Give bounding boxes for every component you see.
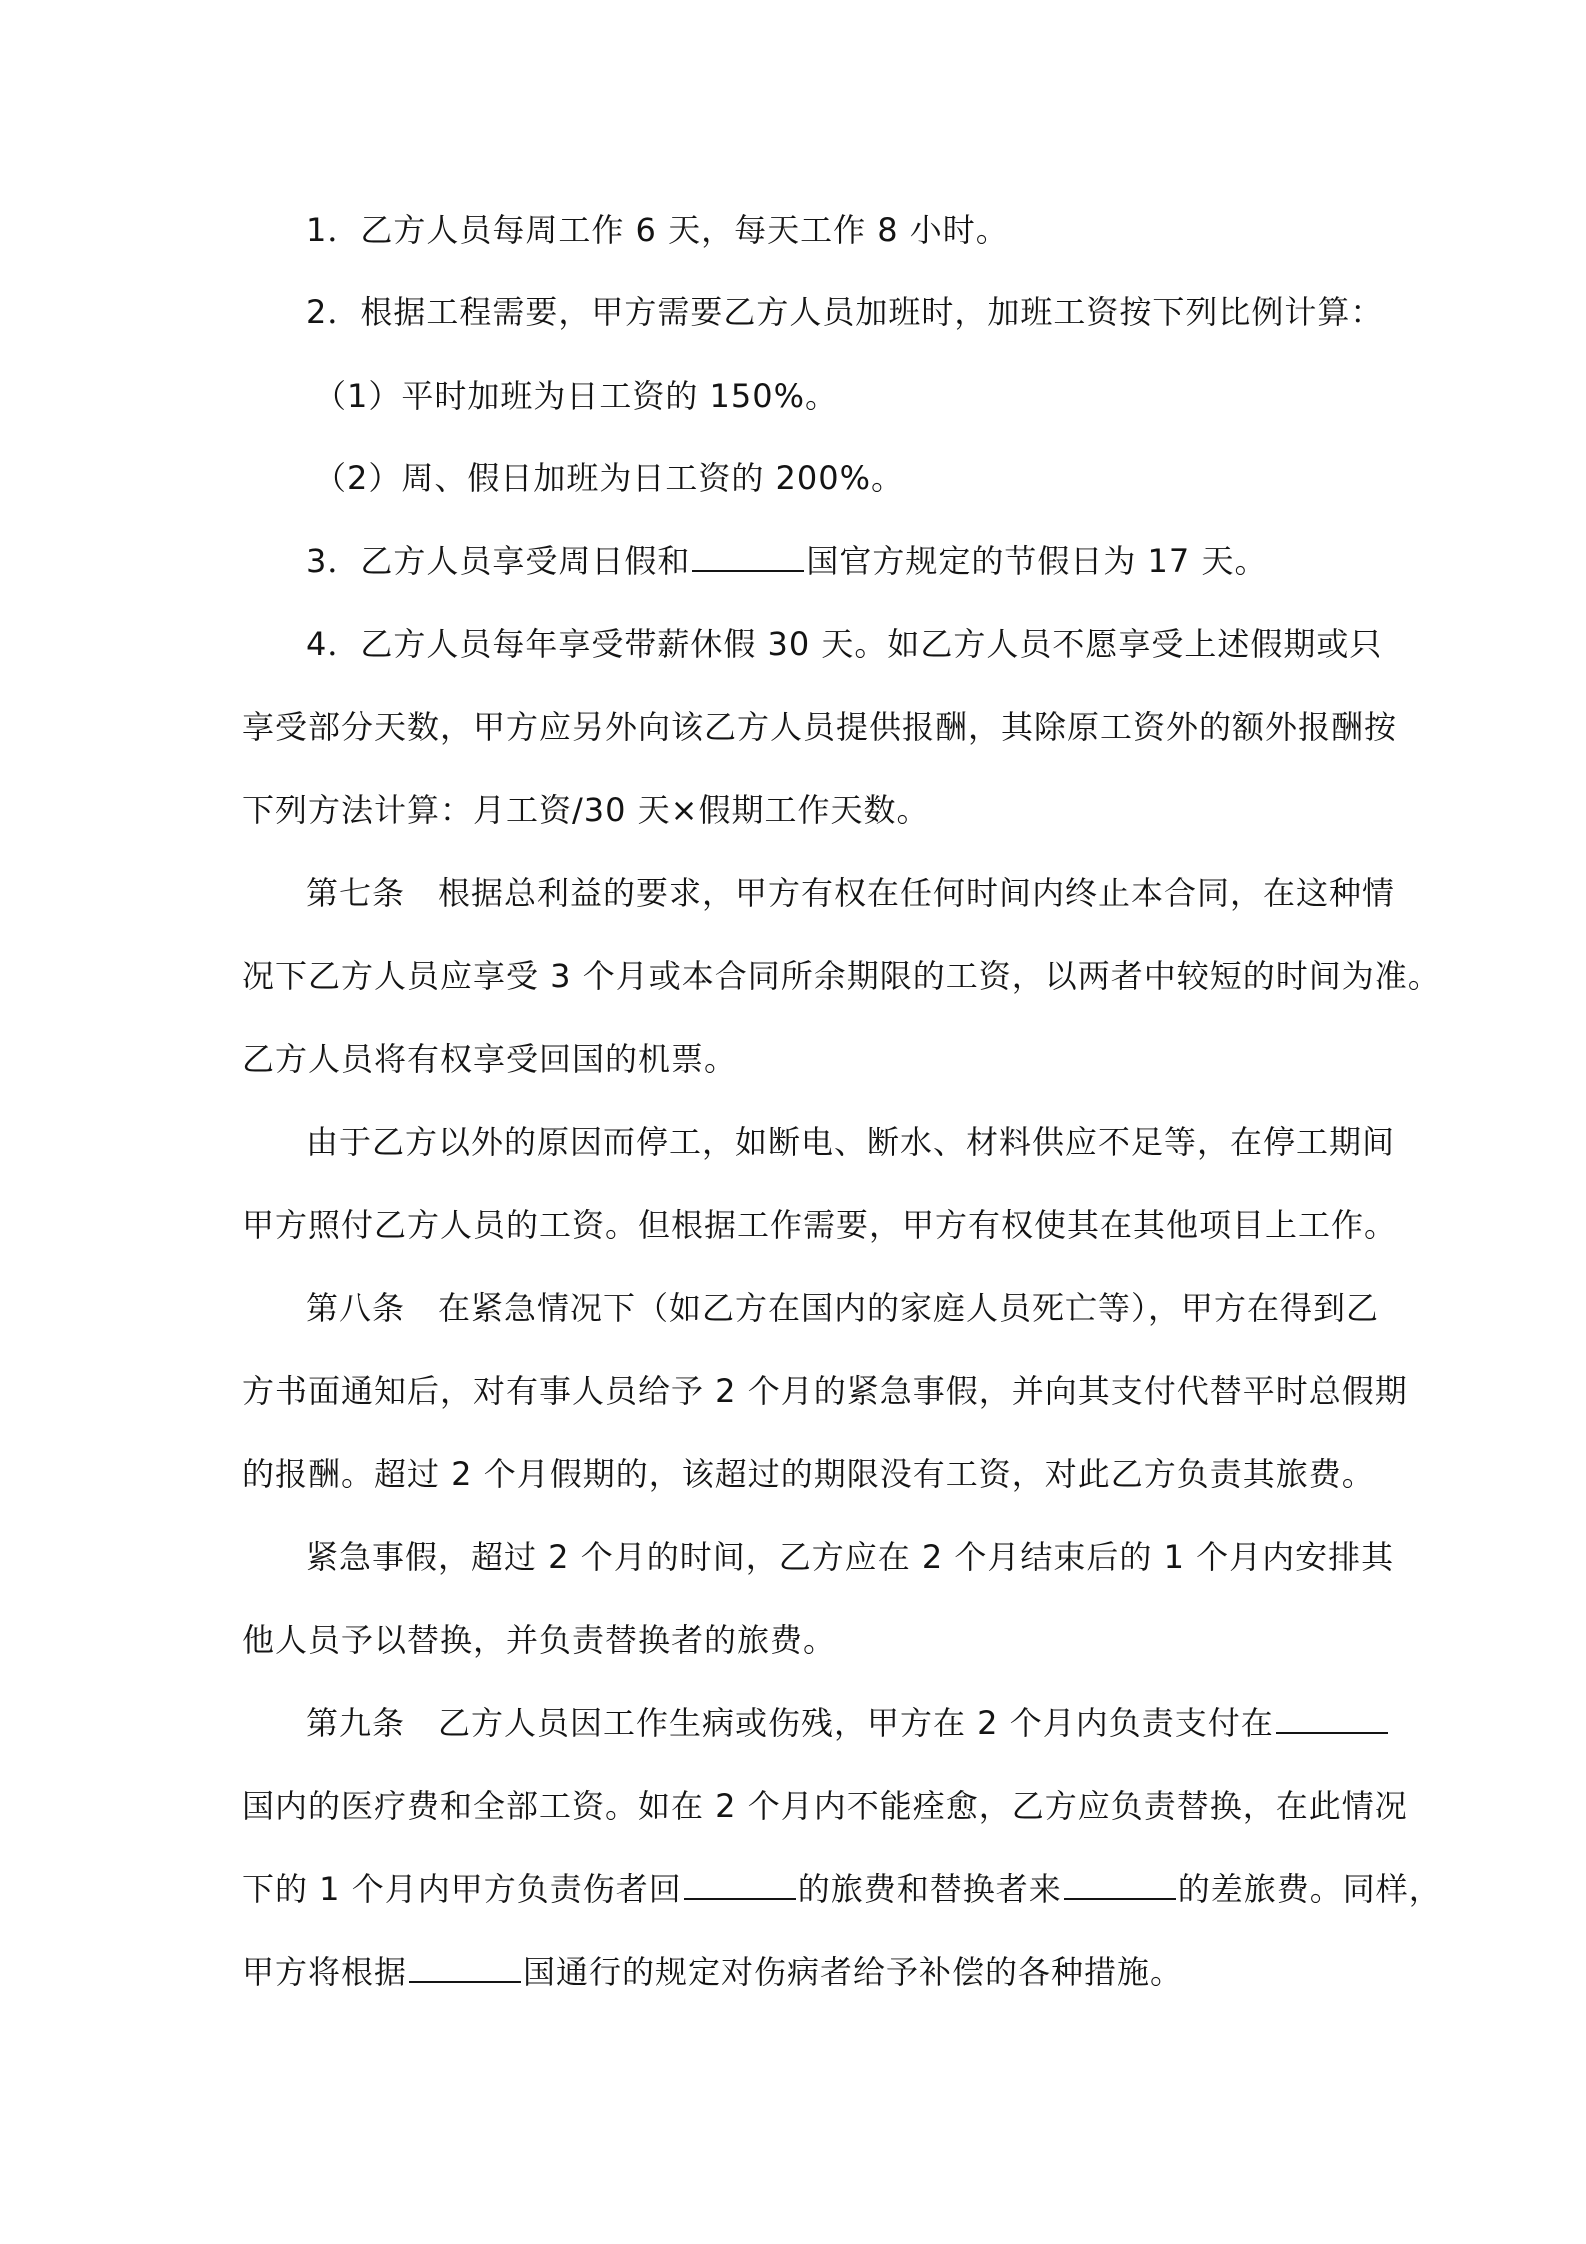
holidays-text-post: 国官方规定的节假日为 17 天。 [806,542,1268,580]
article-7-line-3: 乙方人员将有权享受回国的机票。 [242,1040,738,1078]
article-9-line-3 [242,1867,1442,1911]
work-stoppage-line-2: 甲方照付乙方人员的工资。但根据工作需要，甲方有权使其在其他项目上工作。 [242,1206,1398,1244]
article-8-line-1: 第八条 在紧急情况下（如乙方在国内的家庭人员死亡等），甲方在得到乙 [306,1289,1380,1327]
article-9-text-3b: 的旅费和替换者来 [797,1870,1062,1908]
blank-country-field-2[interactable] [1276,1702,1388,1734]
holidays-text-pre: 3．乙方人员享受周日假和 [306,542,691,580]
blank-return-destination-field[interactable] [684,1868,796,1900]
blank-arrival-destination-field[interactable] [1064,1868,1176,1900]
article-7-line-1: 第七条 根据总利益的要求，甲方有权在任何时间内终止本合同，在这种情 [306,874,1396,912]
blank-country-field[interactable] [692,540,804,572]
article-9-text-1: 第九条 乙方人员因工作生病或伤残，甲方在 2 个月内负责支付在 [306,1704,1274,1742]
article-7-line-2: 况下乙方人员应享受 3 个月或本合同所余期限的工资，以两者中较短的时间为准。 [242,957,1441,995]
overtime-holiday-rate: （2）周、假日加班为日工资的 200%。 [314,459,905,497]
overtime-weekday-rate: （1）平时加班为日工资的 150%。 [314,377,839,415]
emergency-leave-line-2: 他人员予以替换，并负责替换者的旅费。 [242,1621,837,1659]
clause-work-week: 1．乙方人员每周工作 6 天，每天工作 8 小时。 [306,211,1009,249]
article-9-text-3c: 的差旅费。同样， [1177,1870,1442,1908]
emergency-leave-line-1: 紧急事假，超过 2 个月的时间，乙方应在 2 个月结束后的 1 个月内安排其 [306,1538,1395,1576]
article-9-text-3a: 下的 1 个月内甲方负责伤者回 [242,1870,682,1908]
clause-paid-leave-line-2: 享受部分天数，甲方应另外向该乙方人员提供报酬，其除原工资外的额外报酬按 [242,708,1398,746]
clause-overtime: 2．根据工程需要，甲方需要乙方人员加班时，加班工资按下列比例计算： [306,293,1384,331]
article-9-text-4a: 甲方将根据 [242,1953,408,1991]
article-9-line-2: 国内的医疗费和全部工资。如在 2 个月内不能痊愈，乙方应负责替换，在此情况 [242,1787,1408,1825]
clause-paid-leave-line-3: 下列方法计算：月工资/30 天×假期工作天数。 [242,791,930,829]
article-8-line-3: 的报酬。超过 2 个月假期的，该超过的期限没有工资，对此乙方负责其旅费。 [242,1455,1375,1493]
article-8-line-2: 方书面通知后，对有事人员给予 2 个月的紧急事假，并向其支付代替平时总假期 [242,1372,1408,1410]
blank-country-field-3[interactable] [409,1951,521,1983]
clause-holidays [306,539,1416,583]
clause-paid-leave-line-1: 4．乙方人员每年享受带薪休假 30 天。如乙方人员不愿享受上述假期或只 [306,625,1383,663]
work-stoppage-line-1: 由于乙方以外的原因而停工，如断电、断水、材料供应不足等，在停工期间 [306,1123,1396,1161]
article-9-text-4b: 国通行的规定对伤病者给予补偿的各种措施。 [523,1953,1184,1991]
article-9-line-1 [306,1701,1416,1745]
article-9-line-4 [242,1950,1352,1994]
